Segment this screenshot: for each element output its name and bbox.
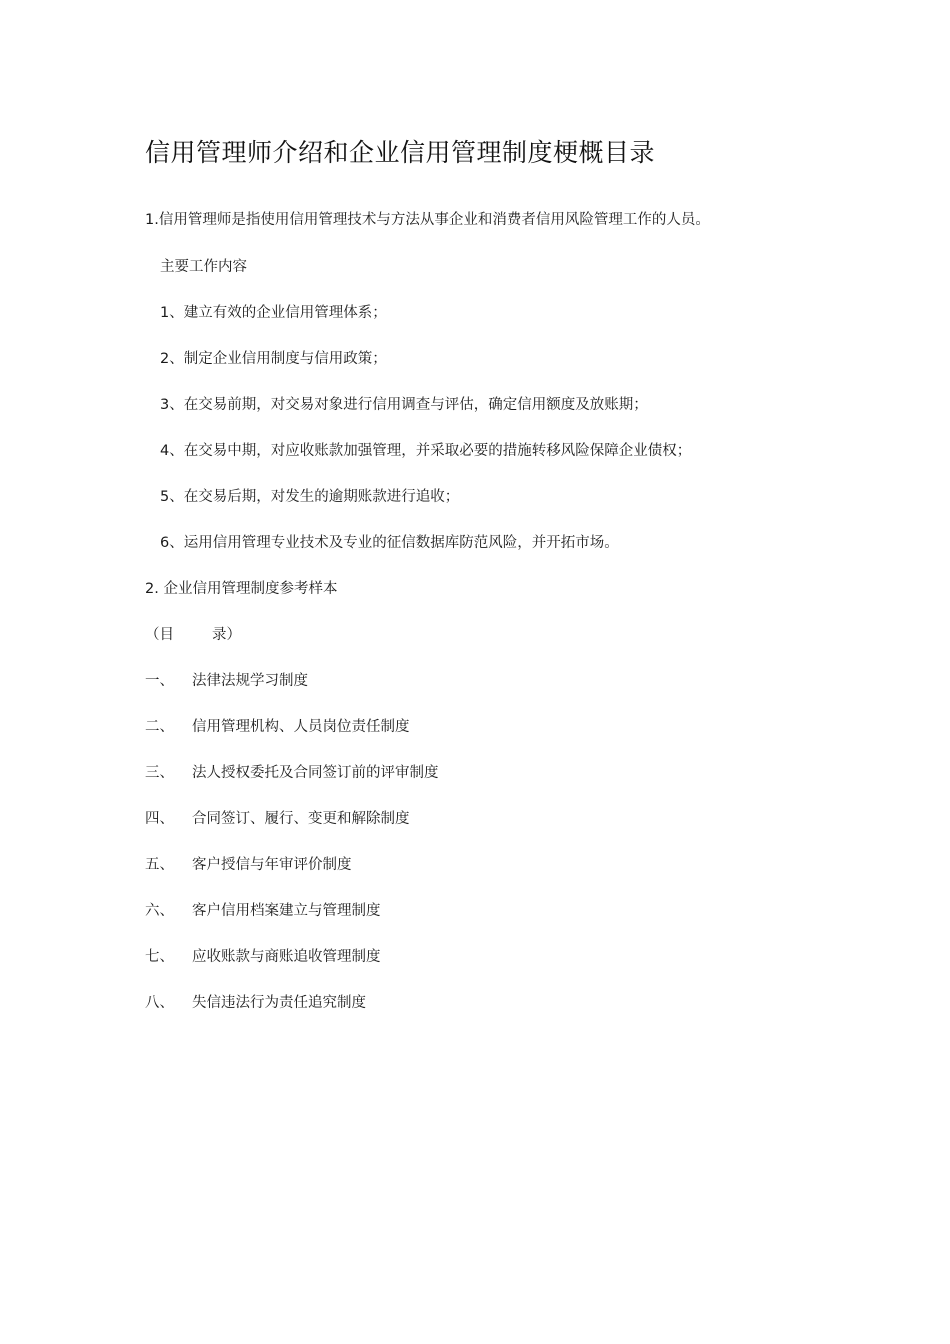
toc-entry-text: 法人授权委托及合同签订前的评审制度 [192,765,439,781]
toc-entry [145,809,410,829]
toc-entry [145,947,381,967]
toc-heading-close: 录） [212,627,241,643]
toc-heading [145,625,241,645]
toc-entry [145,855,352,875]
toc-entry [145,763,439,783]
toc-entry-number: 八、 [145,995,174,1011]
toc-entry-number: 一、 [145,673,174,689]
duties-label: 主要工作内容 [160,259,247,275]
toc-entry-text: 客户授信与年审评价制度 [192,857,352,873]
toc-entry-text: 失信违法行为责任追究制度 [192,995,366,1011]
toc-entry [145,717,410,737]
duty-item: 3、在交易前期，对交易对象进行信用调查与评估，确定信用额度及放账期； [160,397,648,413]
duty-item: 4、在交易中期，对应收账款加强管理，并采取必要的措施转移风险保障企业债权； [160,443,692,459]
duty-item: 5、在交易后期，对发生的逾期账款进行追收； [160,489,460,505]
toc-entry-number: 五、 [145,857,174,873]
intro-paragraph: 1.信用管理师是指使用信用管理技术与方法从事企业和消费者信用风险管理工作的人员。 [145,212,710,228]
toc-entry [145,671,308,691]
toc-entry-text: 法律法规学习制度 [192,673,308,689]
duty-item: 6、运用信用管理专业技术及专业的征信数据库防范风险，并开拓市场。 [160,535,619,551]
toc-entry-number: 七、 [145,949,174,965]
toc-entry-text: 应收账款与商账追收管理制度 [192,949,381,965]
section-2-title: 2. 企业信用管理制度参考样本 [145,581,338,597]
toc-heading-open: （目 [145,627,174,643]
toc-entry [145,993,366,1013]
duty-item: 2、制定企业信用制度与信用政策； [160,351,387,367]
duty-item: 1、建立有效的企业信用管理体系； [160,305,387,321]
toc-entry-number: 二、 [145,719,174,735]
toc-entry-number: 六、 [145,903,174,919]
toc-entry [145,901,381,921]
toc-entry-text: 客户信用档案建立与管理制度 [192,903,381,919]
toc-entry-number: 四、 [145,811,174,827]
toc-entry-number: 三、 [145,765,174,781]
document-title: 信用管理师介绍和企业信用管理制度梗概目录 [145,138,656,167]
toc-entry-text: 信用管理机构、人员岗位责任制度 [192,719,410,735]
toc-entry-text: 合同签订、履行、变更和解除制度 [192,811,410,827]
